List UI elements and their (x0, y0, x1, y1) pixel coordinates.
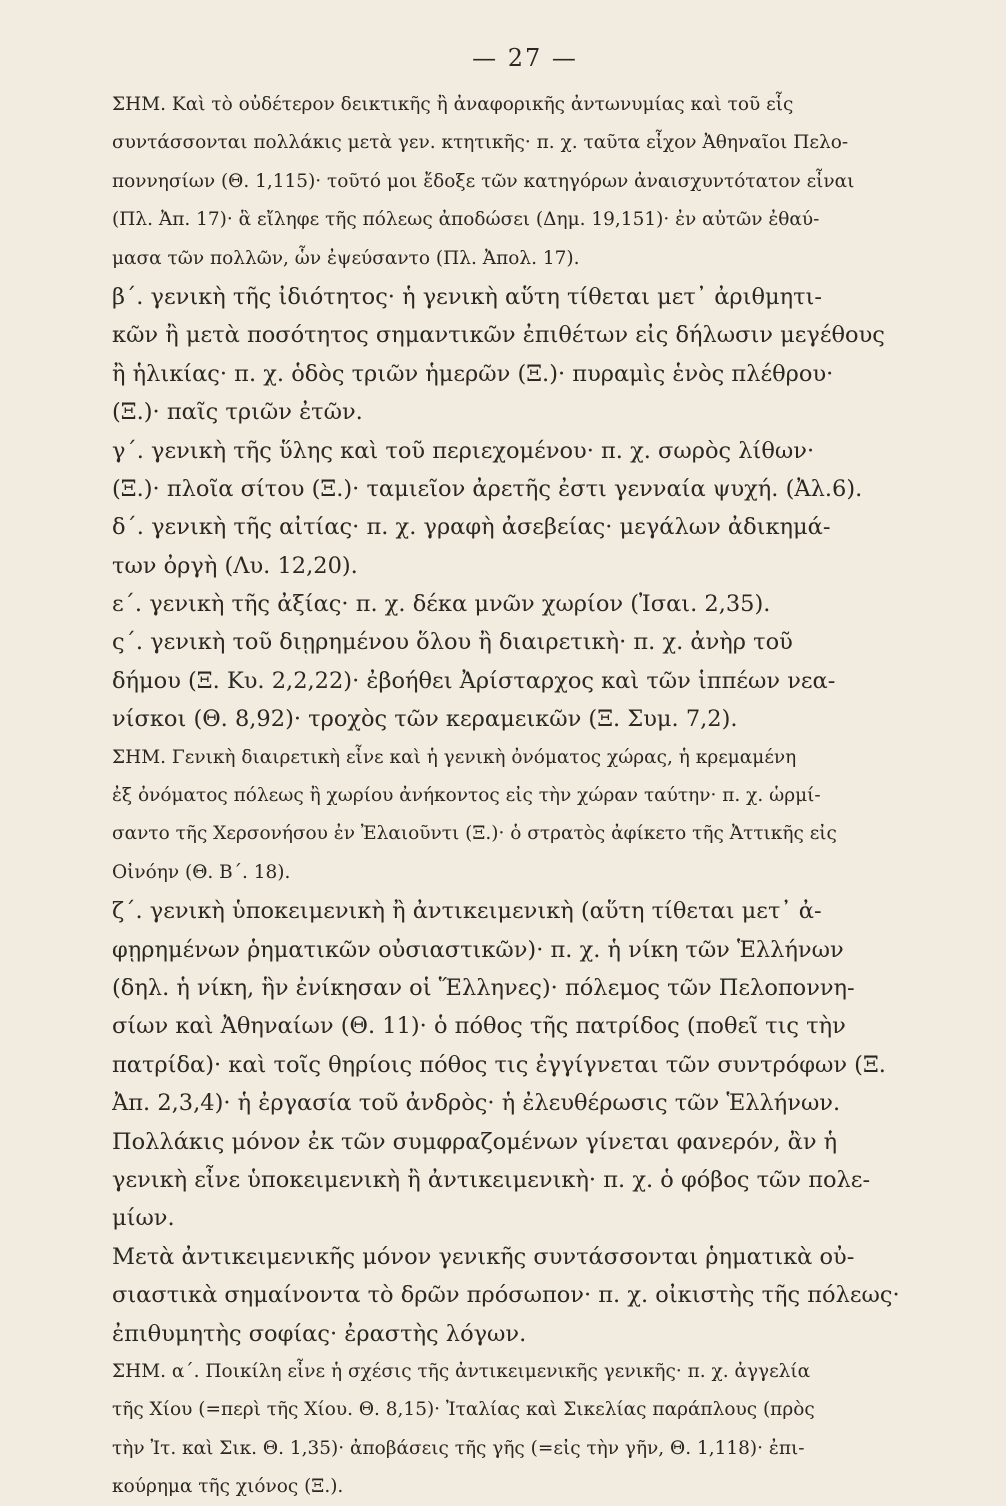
text-line: φῃρημένων ῥηματικῶν οὐσιαστικῶν)· π. χ. ἡ νίκη τῶν Ἑλλήνων (112, 936, 844, 963)
note-paragraph-1 (112, 86, 908, 278)
text-line: ΣΗΜ. Γενικὴ διαιρετικὴ εἶνε καὶ ἡ γενικὴ ὀνόματος χώρας, ἡ κρεμαμένη (112, 746, 797, 768)
text-line: (Ξ.)· παῖς τριῶν ἐτῶν. (112, 399, 363, 426)
text-line: μασα τῶν πολλῶν, ὧν ἐψεύσαντο (Πλ. Ἀπολ. 17). (112, 247, 580, 269)
text-line: ε΄. γενικὴ τῆς ἀξίας· π. χ. δέκα μνῶν χωρίον (Ἰσαι. 2,35). (112, 591, 771, 618)
page-number: — 27 — (472, 44, 578, 72)
text-line: κούρημα τῆς χιόνος (Ξ.). (112, 1476, 344, 1498)
text-line: σιαστικὰ σημαίνοντα τὸ δρῶν πρόσωπον· π. χ. οἰκιστὴς τῆς πόλεως· (112, 1282, 900, 1309)
text-line: ἐπιθυμητὴς σοφίας· ἐραστὴς λόγων. (112, 1320, 527, 1347)
text-line: β΄. γενικὴ τῆς ἰδιότητος· ἡ γενικὴ αὕτη τίθεται μετ᾿ ἀριθμητι- (112, 283, 822, 310)
text-line: ΣΗΜ. α΄. Ποικίλη εἶνε ἡ σχέσις τῆς ἀντικειμενικῆς γενικῆς· π. χ. ἀγγελία (112, 1360, 811, 1382)
text-line: κῶν ἢ μετὰ ποσότητος σημαντικῶν ἐπιθέτων εἰς δήλωσιν μεγέθους (112, 322, 885, 349)
text-line: δ΄. γενικὴ τῆς αἰτίας· π. χ. γραφὴ ἀσεβείας· μεγάλων ἀδικημά- (112, 514, 831, 541)
text-line: Μετὰ ἀντικειμενικῆς μόνον γενικῆς συντάσσονται ῥηματικὰ οὐ- (112, 1243, 855, 1270)
text-line: ς΄. γενικὴ τοῦ διῃρημένου ὅλου ἢ διαιρετικὴ· π. χ. ἀνὴρ τοῦ (112, 629, 793, 656)
text-line: (Ξ.)· πλοῖα σίτου (Ξ.)· ταμιεῖον ἀρετῆς ἐστι γενναία ψυχή. (Ἀλ.6). (112, 475, 863, 502)
text-line: μίων. (112, 1205, 175, 1232)
text-line: Οἰνόην (Θ. Β΄. 18). (112, 861, 291, 883)
text-line: συντάσσονται πολλάκις μετὰ γεν. κτητικῆς· π. χ. ταῦτα εἶχον Ἀθηναῖοι Πελο- (112, 132, 849, 154)
text-line: τὴν Ἰτ. καὶ Σικ. Θ. 1,35)· ἀποβάσεις τῆς γῆς (=εἰς τὴν γῆν, Θ. 1,118)· ἐπι- (112, 1437, 805, 1459)
text-line: ποννησίων (Θ. 1,115)· τοῦτό μοι ἔδοξε τῶν κατηγόρων ἀναισχυντότατον εἶναι (112, 170, 855, 192)
main-paragraph-1 (112, 278, 908, 739)
text-line: ΣΗΜ. Καὶ τὸ οὐδέτερον δεικτικῆς ἢ ἀναφορικῆς ἀντωνυμίας καὶ τοῦ εἷς (112, 94, 794, 115)
text-line: ἢ ἡλικίας· π. χ. ὁδὸς τριῶν ἡμερῶν (Ξ.)· πυραμὶς ἑνὸς πλέθρου· (112, 360, 834, 387)
text-line: γενικὴ εἶνε ὑποκειμενικὴ ἢ ἀντικειμενικὴ· π. χ. ὁ φόβος τῶν πολε- (112, 1166, 871, 1193)
note-paragraph-2 (112, 739, 908, 893)
text-line: δήμου (Ξ. Κυ. 2,2,22)· ἐβοήθει Ἀρίσταρχος καὶ τῶν ἱππέων νεα- (112, 667, 836, 694)
text-line: ζ΄. γενικὴ ὑποκειμενικὴ ἢ ἀντικειμενικὴ (αὕτη τίθεται μετ᾿ ἀ- (112, 898, 822, 925)
text-line: σαντο τῆς Χερσονήσου ἐν Ἐλαιοῦντι (Ξ.)· ὁ στρατὸς ἀφίκετο τῆς Ἀττικῆς εἰς (112, 823, 837, 845)
text-line: νίσκοι (Θ. 8,92)· τροχὸς τῶν κεραμεικῶν (Ξ. Συμ. 7,2). (112, 706, 738, 733)
text-line: πατρίδα)· καὶ τοῖς θηρίοις πόθος τις ἐγγίγνεται τῶν συντρόφων (Ξ. (112, 1051, 886, 1078)
text-line: (Πλ. Ἀπ. 17)· ἃ εἴληφε τῆς πόλεως ἀποδώσει (Δημ. 19,151)· ἐν αὐτῶν ἐθαύ- (112, 209, 820, 231)
note-paragraph-3 (112, 1353, 908, 1506)
text-line: Ἀπ. 2,3,4)· ἡ ἐργασία τοῦ ἀνδρὸς· ἡ ἐλευθέρωσις τῶν Ἑλλήνων. (112, 1090, 841, 1117)
main-paragraph-2 (112, 892, 908, 1353)
text-line: γ΄. γενικὴ τῆς ὕλης καὶ τοῦ περιεχομένου· π. χ. σωρὸς λίθων· (112, 437, 815, 464)
text-line: τῆς Χίου (=περὶ τῆς Χίου. Θ. 8,15)· Ἰταλίας καὶ Σικελίας παράπλους (πρὸς (112, 1399, 815, 1421)
text-line: των ὀργὴ (Λυ. 12,20). (112, 552, 358, 579)
text-line: Πολλάκις μόνον ἐκ τῶν συμφραζομένων γίνεται φανερόν, ἂν ἡ (112, 1128, 838, 1155)
text-line: (δηλ. ἡ νίκη, ἣν ἐνίκησαν οἱ Ἕλληνες)· πόλεμος τῶν Πελοποννη- (112, 974, 855, 1001)
text-line: ἐξ ὀνόματος πόλεως ἢ χωρίου ἀνήκοντος εἰς τὴν χώραν ταύτην· π. χ. ὡρμί- (112, 785, 821, 807)
text-line: σίων καὶ Ἀθηναίων (Θ. 11)· ὁ πόθος τῆς πατρίδος (ποθεῖ τις τὴν (112, 1013, 846, 1040)
